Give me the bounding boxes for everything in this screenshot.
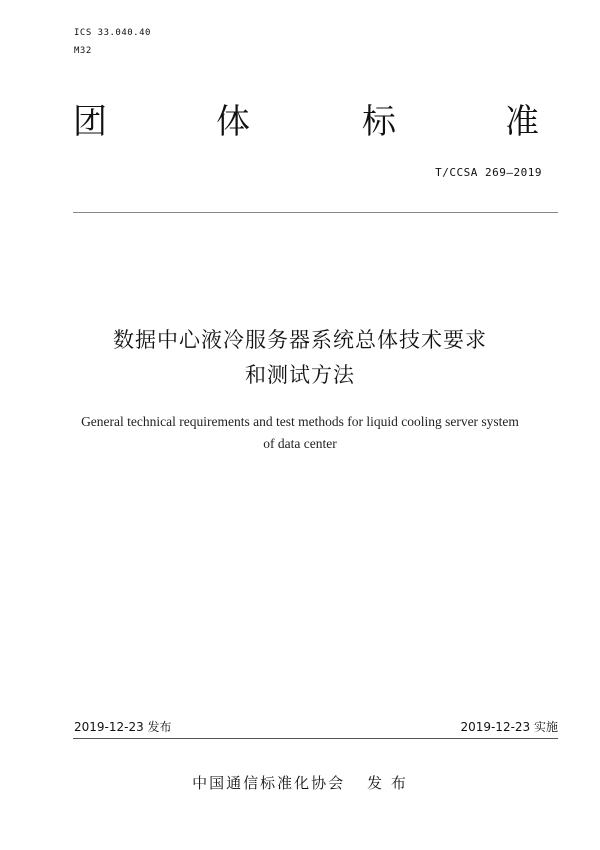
english-title-line-2: of data center [263,436,337,451]
issuer-name: 中国通信标准化协会 [192,774,346,792]
standard-type-char-2: 体 [216,102,250,142]
header-divider [73,212,558,213]
standard-number: T/CCSA 269—2019 [435,166,542,179]
publish-date: 2019-12-23 发布 [74,720,172,734]
standard-type-char-4: 准 [505,102,539,142]
standard-type-char-1: 团 [73,102,107,142]
issuer-action: 发 布 [367,774,408,792]
ics-code: ICS 33.040.40 [74,28,151,38]
english-title-line-1: General technical requirements and test methods for liquid cooling server system [81,414,519,429]
standard-type-char-3: 标 [362,102,396,142]
issuer-line [0,772,600,793]
chinese-title-line-2: 和测试方法 [245,363,355,387]
footer-divider [73,738,558,739]
chinese-title-line-1: 数据中心液冷服务器系统总体技术要求 [113,328,487,352]
ccs-code: M32 [74,46,92,56]
implement-date: 2019-12-23 实施 [460,720,558,734]
